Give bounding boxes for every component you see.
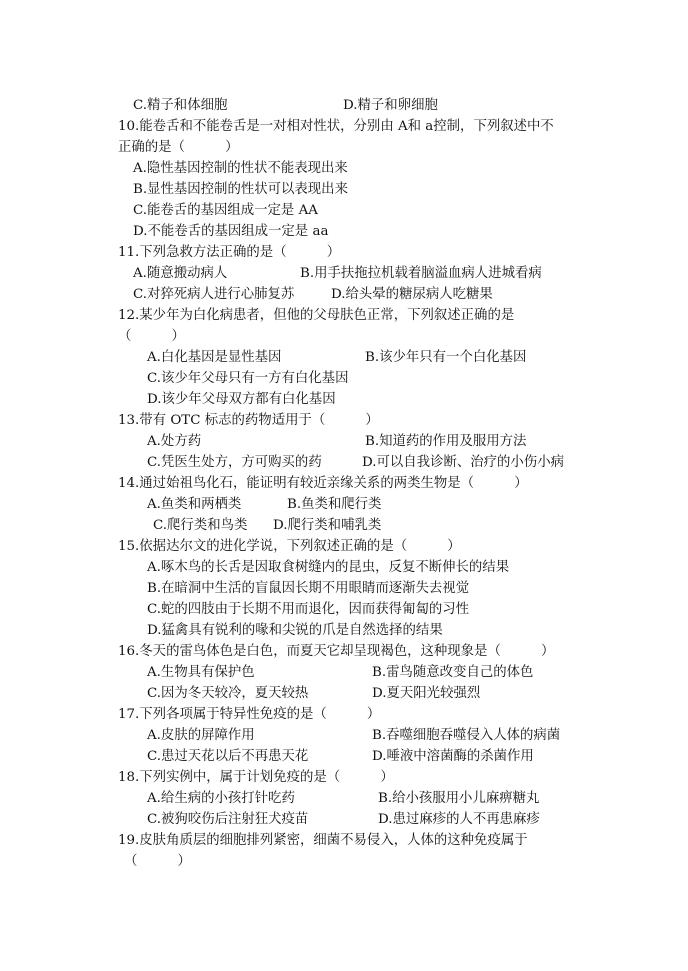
option-b: B.在暗洞中生活的盲鼠因长期不用眼睛而逐渐失去视觉 bbox=[147, 581, 470, 596]
option-a: A.隐性基因控制的性状不能表现出来 bbox=[133, 161, 348, 176]
option-d: D.夏天阳光较强烈 bbox=[372, 686, 481, 701]
option-c: C.患过天花以后不再患天花 bbox=[147, 749, 309, 764]
option-c: C.对猝死病人进行心肺复苏 bbox=[133, 287, 295, 302]
question-stem: 10.能卷舌和不能卷舌是一对相对性状，分别由 A和 a控制，下列叙述中不 bbox=[118, 119, 554, 134]
option-a: A.随意搬动病人 bbox=[133, 266, 228, 281]
option-a: A.鱼类和两栖类 bbox=[147, 497, 242, 512]
question-stem: 11.下列急救方法正确的是（ ） bbox=[118, 245, 341, 260]
option-c: C.因为冬天较冷，夏天较热 bbox=[147, 686, 309, 701]
option-b: B.用手扶拖拉机载着脑溢血病人进城看病 bbox=[300, 266, 542, 281]
option-d: D.猛禽具有锐利的喙和尖锐的爪是自然选择的结果 bbox=[147, 623, 443, 638]
option-a: A.处方药 bbox=[147, 434, 202, 449]
option-b: B.鱼类和爬行类 bbox=[287, 497, 382, 512]
option-a: A.给生病的小孩打针吃药 bbox=[147, 791, 295, 806]
question-stem: 19.皮肤角质层的细胞排列紧密，细菌不易侵入，人体的这种免疫属于 bbox=[118, 833, 528, 848]
option-b: B.雷鸟随意改变自己的体色 bbox=[372, 665, 534, 680]
question-stem: 18.下列实例中，属于计划免疫的是（ ） bbox=[118, 770, 394, 785]
option-a: A.生物具有保护色 bbox=[147, 665, 255, 680]
option-d: D.可以自我诊断、治疗的小伤小病 bbox=[362, 455, 564, 470]
option-b: B.给小孩服用小儿麻痹糖丸 bbox=[378, 791, 540, 806]
question-stem: 13.带有 OTC 标志的药物适用于（ ） bbox=[118, 413, 379, 428]
option-c: C.爬行类和鸟类 bbox=[153, 518, 248, 533]
question-stem-cont: 正确的是（ ） bbox=[118, 140, 239, 155]
option-d: D.爬行类和哺乳类 bbox=[273, 518, 382, 533]
option-a: A.啄木鸟的长舌是因取食树缝内的昆虫，反复不断伸长的结果 bbox=[147, 560, 510, 575]
option-d: D.给头晕的糖尿病人吃糖果 bbox=[331, 287, 493, 302]
question-stem: 14.通过始祖鸟化石，能证明有较近亲缘关系的两类生物是（ ） bbox=[118, 476, 528, 491]
question-stem: 15.依据达尔文的进化学说，下列叙述正确的是（ ） bbox=[118, 539, 461, 554]
question-stem: 17.下列各项属于特异性免疫的是（ ） bbox=[118, 707, 381, 722]
option-a: A.白化基因是显性基因 bbox=[147, 350, 282, 365]
option-d: D.精子和卵细胞 bbox=[343, 98, 438, 113]
option-b: B.知道药的作用及服用方法 bbox=[365, 434, 527, 449]
option-d: D.唾液中溶菌酶的杀菌作用 bbox=[372, 749, 534, 764]
option-b: B.吞噬细胞吞噬侵入人体的病菌 bbox=[372, 728, 561, 743]
option-c: C.能卷舌的基因组成一定是 AA bbox=[133, 203, 318, 218]
question-stem-cont: （ ） bbox=[118, 329, 185, 344]
option-a: A.皮肤的屏障作用 bbox=[147, 728, 255, 743]
option-c: C.凭医生处方，方可购买的药 bbox=[147, 455, 322, 470]
option-d: D.该少年父母双方都有白化基因 bbox=[147, 392, 336, 407]
option-b: B.该少年只有一个白化基因 bbox=[365, 350, 527, 365]
option-b: B.显性基因控制的性状可以表现出来 bbox=[133, 182, 348, 197]
option-c: C.该少年父母只有一方有白化基因 bbox=[147, 371, 349, 386]
option-d: D.不能卷舌的基因组成一定是 aa bbox=[133, 224, 329, 239]
option-c: C.被狗咬伤后注射狂犬疫苗 bbox=[147, 812, 309, 827]
option-c: C.蛇的四肢由于长期不用而退化，因而获得匍匐的习性 bbox=[147, 602, 470, 617]
question-stem: 12.某少年为白化病患者，但他的父母肤色正常，下列叙述正确的是 bbox=[118, 308, 515, 323]
question-stem-cont: （ ） bbox=[124, 854, 191, 869]
option-d: D.患过麻疹的人不再患麻疹 bbox=[378, 812, 540, 827]
question-stem: 16.冬天的雷鸟体色是白色，而夏天它却呈现褐色，这种现象是（ ） bbox=[118, 644, 555, 659]
option-c: C.精子和体细胞 bbox=[133, 98, 228, 113]
